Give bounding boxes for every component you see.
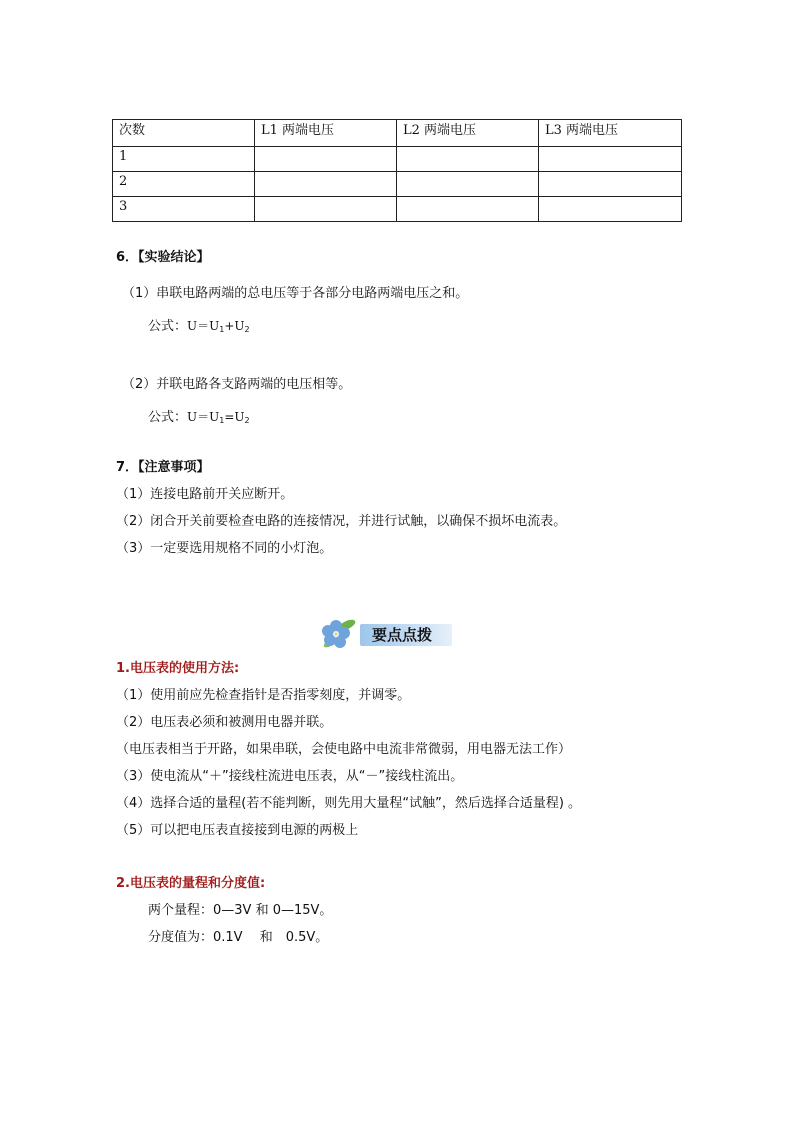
formula-subscript: 2	[244, 416, 250, 425]
table-header-cell: L3 两端电压	[539, 120, 682, 147]
table-row	[113, 172, 682, 197]
flower-icon	[320, 616, 358, 650]
section-6-heading: 6．【实验结论】	[116, 250, 210, 265]
table-cell	[397, 197, 539, 222]
table-header-cell: 次数	[113, 120, 255, 147]
point-2-heading: 2.电压表的量程和分度值:	[116, 876, 266, 891]
formula-subscript: 2	[244, 325, 250, 334]
conclusion-item-2: （2）并联电路各支路两端的电压相等。	[122, 377, 352, 392]
voltage-record-table	[112, 119, 682, 222]
usage-item-5: （5）可以把电压表直接接到电源的两极上	[116, 823, 359, 838]
table-cell: 1	[113, 147, 255, 172]
key-points-banner	[320, 616, 470, 650]
formula-mid: +U	[224, 319, 245, 333]
table-row	[113, 197, 682, 222]
formula-mid: =U	[224, 410, 245, 424]
caution-item-1: （1）连接电路前开关应断开。	[116, 487, 294, 502]
table-cell	[397, 172, 539, 197]
table-cell	[539, 147, 682, 172]
conclusion-item-1: （1）串联电路两端的总电压等于各部分电路两端电压之和。	[122, 286, 469, 301]
formula-subscript: 1	[219, 325, 225, 334]
point-1-heading: 1.电压表的使用方法:	[116, 661, 240, 676]
formula-label: 公式：	[148, 410, 188, 425]
usage-item-2: （2）电压表必须和被测用电器并联。	[116, 715, 333, 730]
table-cell	[397, 147, 539, 172]
table-cell	[255, 172, 397, 197]
formula-lhs: U＝U	[187, 410, 220, 424]
table-header-row	[113, 120, 682, 147]
table-cell	[255, 197, 397, 222]
usage-item-3: （3）使电流从“＋”接线柱流进电压表，从“－”接线柱流出。	[116, 769, 464, 784]
formula-label: 公式：	[148, 319, 188, 334]
banner-title: 要点点拨	[372, 626, 433, 644]
formula-subscript: 1	[219, 416, 225, 425]
usage-item-4: （4）选择合适的量程(若不能判断，则先用大量程“试触”，然后选择合适量程) 。	[116, 796, 582, 811]
caution-item-2: （2）闭合开关前要检查电路的连接情况，并进行试触，以确保不损坏电流表。	[116, 514, 567, 529]
usage-item-1: （1）使用前应先检查指针是否指零刻度，并调零。	[116, 688, 411, 703]
table-header-cell: L1 两端电压	[255, 120, 397, 147]
formula-2	[148, 408, 250, 430]
formula-1	[148, 317, 250, 339]
table-cell	[539, 197, 682, 222]
table-cell	[255, 147, 397, 172]
table-cell	[539, 172, 682, 197]
section-7-heading: 7．【注意事项】	[116, 460, 210, 475]
table-cell: 3	[113, 197, 255, 222]
formula-lhs: U＝U	[187, 319, 220, 333]
range-text: 两个量程：0—3V 和 0—15V。	[148, 903, 333, 918]
table-row	[113, 147, 682, 172]
caution-item-3: （3）一定要选用规格不同的小灯泡。	[116, 541, 333, 556]
table-header-cell: L2 两端电压	[397, 120, 539, 147]
table-cell: 2	[113, 172, 255, 197]
division-text: 分度值为：0.1V 和 0.5V。	[148, 930, 329, 945]
usage-note: （电压表相当于开路，如果串联，会使电路中电流非常微弱，用电器无法工作）	[116, 742, 572, 757]
